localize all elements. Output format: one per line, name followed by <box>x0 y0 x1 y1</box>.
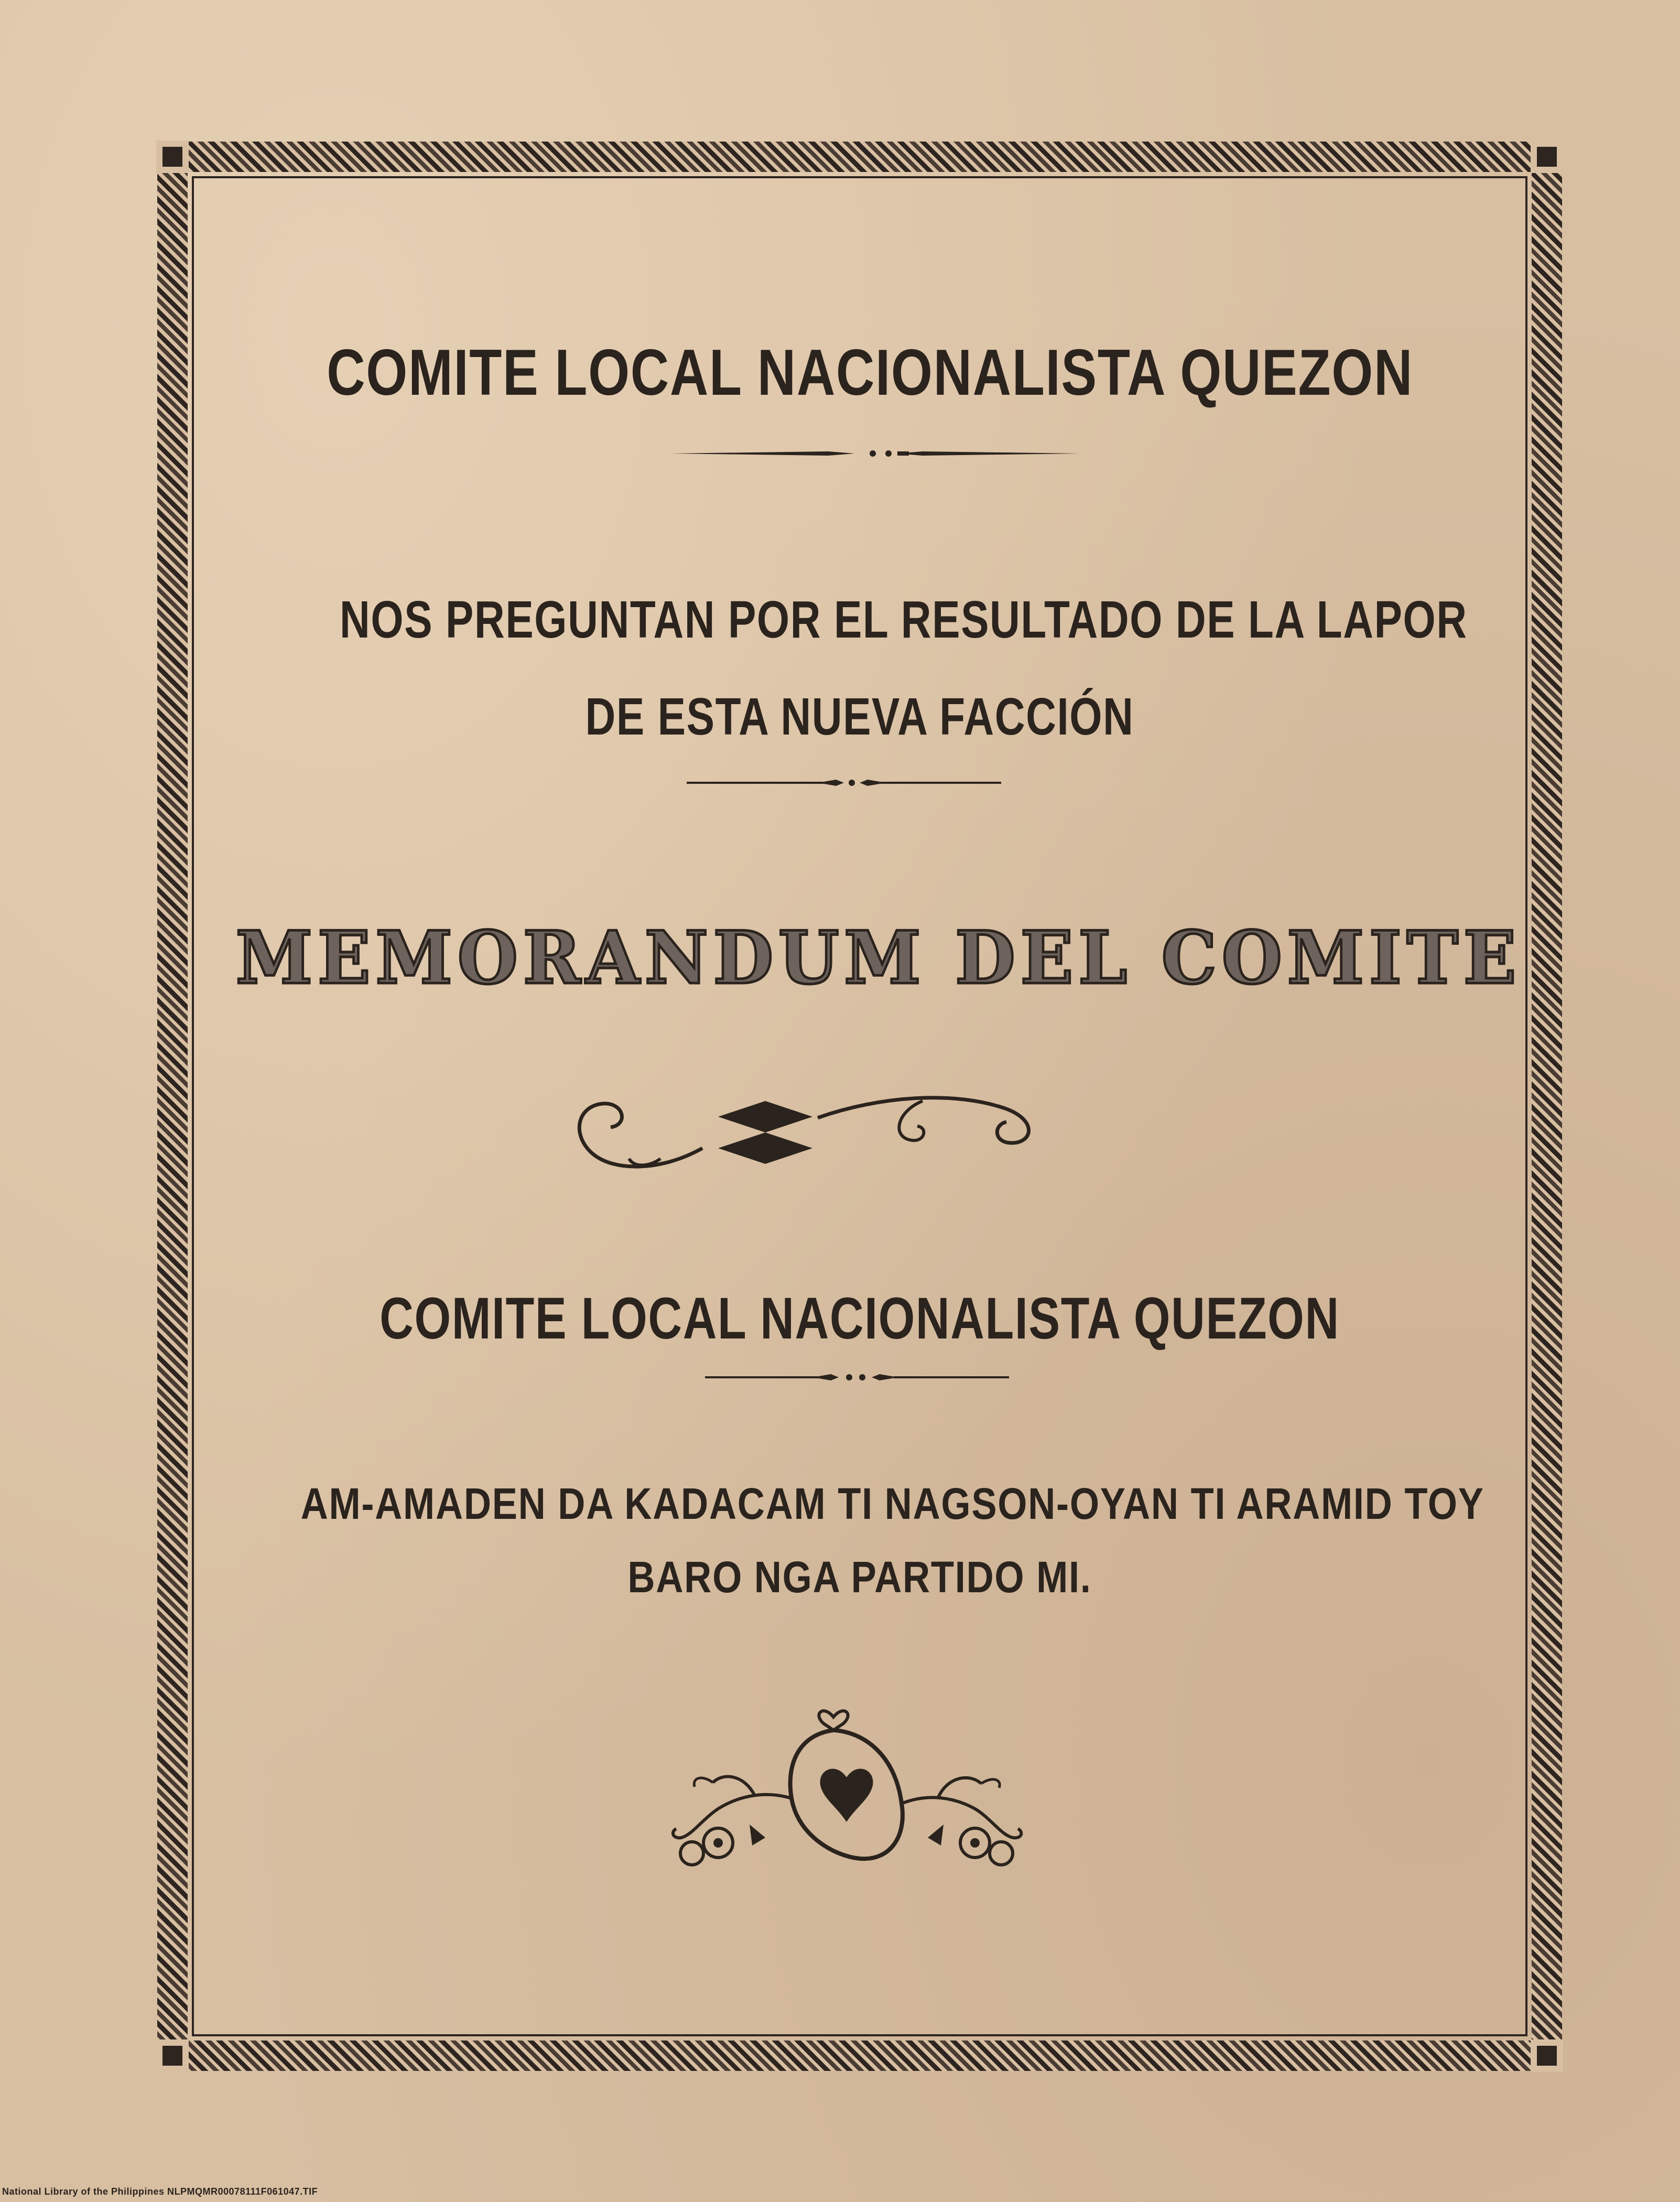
memorandum-title: MEMORANDUM DEL COMITE <box>235 915 1522 1000</box>
ornamental-rule-icon <box>705 1369 1009 1385</box>
corner-ornament-icon <box>1531 2039 1563 2072</box>
question-line-1: NOS PREGUNTAN POR EL RESULTADO DE LA LAPOR <box>340 590 1468 649</box>
second-header: COMITE LOCAL NACIONALISTA QUEZON <box>380 1286 1340 1351</box>
corner-ornament-icon <box>156 2039 189 2072</box>
diamond-scroll-ornament-icon <box>556 1080 1164 1185</box>
ilocano-line-2: BARO NGA PARTIDO MI. <box>627 1552 1092 1602</box>
corner-ornament-icon <box>156 141 189 173</box>
corner-ornament-icon <box>1531 141 1563 173</box>
question-line-2: DE ESTA NUEVA FACCIÓN <box>585 687 1134 746</box>
heart-cornucopia-ornament-icon <box>660 1704 1059 1877</box>
ornamental-rule-icon <box>687 775 1001 791</box>
document-header: COMITE LOCAL NACIONALISTA QUEZON <box>327 337 1414 409</box>
ilocano-line-1: AM-AMADEN DA KADACAM TI NAGSON-OYAN TI ARAMID TOY <box>300 1479 1484 1528</box>
archive-credit-line: National Library of the Philippines NLPMQMR00078111F061047.TIF <box>2 2186 318 2197</box>
ornamental-rule-icon <box>671 445 1080 462</box>
